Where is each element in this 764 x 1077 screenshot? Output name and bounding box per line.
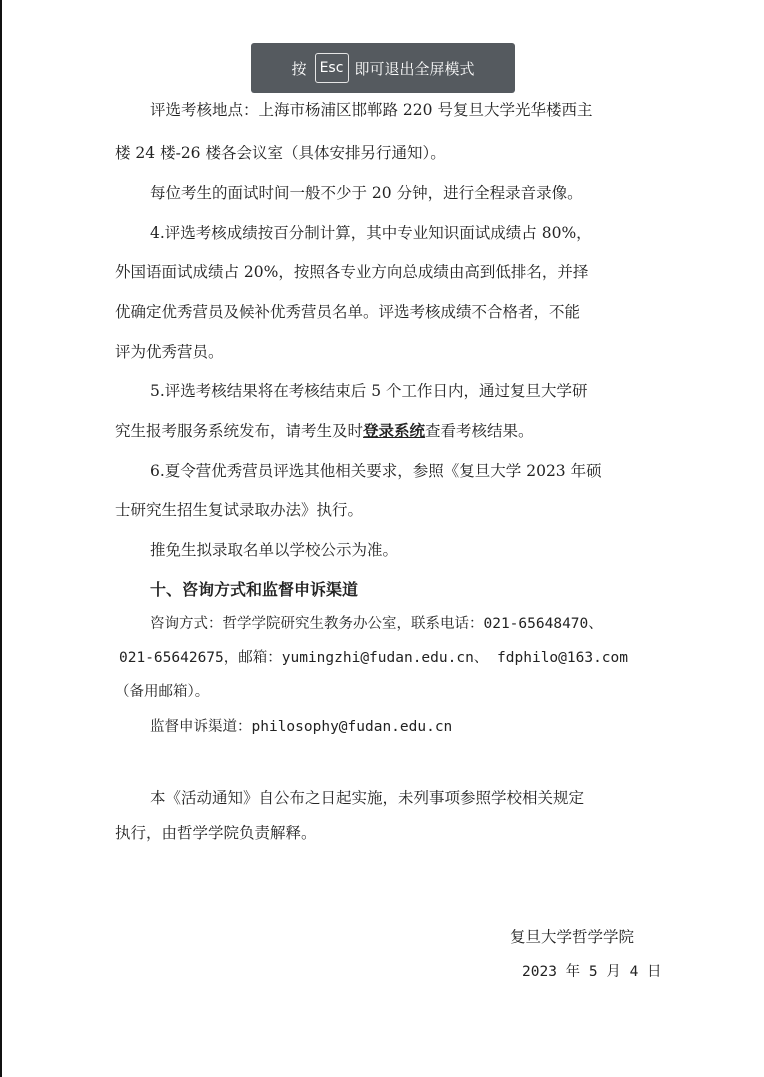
other-line-1: 6.夏令营优秀营员评选其他相关要求，参照《复旦大学 2023 年硕 [150, 462, 602, 480]
toast-suffix: 即可退出全屏模式 [354, 59, 475, 78]
score-line-2: 外国语面试成绩占 20%，按照各专业方向总成绩由高到低排名，并择 [115, 263, 589, 281]
final-line: 推免生拟录取名单以学校公示为准。 [150, 541, 399, 559]
signature-org: 复旦大学哲学学院 [510, 928, 635, 946]
toast-prefix: 按 [291, 59, 307, 78]
score-line-1: 4.评选考核成绩按百分制计算，其中专业知识面试成绩占 80%， [150, 224, 592, 242]
score-line-4: 评为优秀营员。 [115, 343, 224, 361]
fullscreen-exit-toast [251, 43, 515, 93]
esc-key-icon: Esc [315, 53, 349, 83]
contact-line-1: 咨询方式：哲学学院研究生教务办公室，联系电话：021-65648470、 [150, 616, 603, 632]
signature-date: 2023 年 5 月 4 日 [522, 964, 662, 980]
result-line-2-post: 查看考核结果。 [425, 422, 534, 440]
result-line-2-pre: 究生报考服务系统发布，请考生及时 [115, 422, 364, 440]
appeal-line: 监督申诉渠道：philosophy@fudan.edu.cn [150, 719, 453, 735]
location-line-2: 楼 24 楼-26 楼各会议室（具体安排另行通知）。 [115, 144, 446, 162]
contact-line-3: （备用邮箱）。 [115, 684, 210, 700]
other-line-2: 士研究生招生复试录取办法》执行。 [115, 501, 364, 519]
score-line-3: 优确定优秀营员及候补优秀营员名单。评选考核成绩不合格者，不能 [115, 303, 581, 321]
login-system-link[interactable]: 登录系统 [363, 421, 426, 440]
result-line-2 [115, 421, 534, 441]
effective-line-2: 执行，由哲学学院负责解释。 [115, 824, 317, 842]
result-line-1: 5.评选考核结果将在考核结束后 5 个工作日内，通过复旦大学研 [150, 382, 588, 400]
contact-line-2: 021-65642675，邮箱：yumingzhi@fudan.edu.cn、 fdphilo@163.com [119, 650, 628, 666]
effective-line-1: 本《活动通知》自公布之日起实施，未列事项参照学校相关规定 [150, 789, 585, 807]
section-heading: 十、咨询方式和监督申诉渠道 [150, 580, 359, 599]
page-left-border [0, 0, 2, 1077]
duration-line: 每位考生的面试时间一般不少于 20 分钟，进行全程录音录像。 [150, 184, 583, 202]
location-line-1: 评选考核地点：上海市杨浦区邯郸路 220 号复旦大学光华楼西主 [150, 101, 593, 119]
